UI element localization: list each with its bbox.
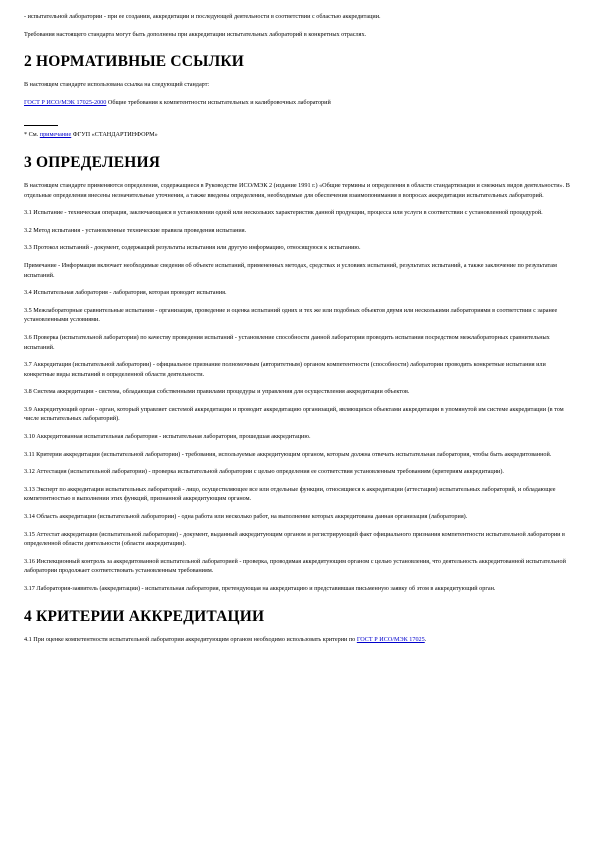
section-3-heading: 3 ОПРЕДЕЛЕНИЯ bbox=[24, 153, 161, 171]
definition-3-2: 3.2 Метод испытания - установленные технические правила проведения испытания. bbox=[24, 226, 247, 234]
definition-3-7: 3.7 Аккредитация (испытательной лаборатории) - официальное признание полномочным (авторитетным) органом компетентности (способности) лаборатории проводить конкретные испытания или конкретные виды испытаний в определенной области деятельности. bbox=[24, 361, 546, 378]
criteria-4-1-suffix: . bbox=[424, 635, 427, 643]
footnote bbox=[24, 130, 571, 140]
definition-3-17: 3.17 Лаборатория-заявитель (аккредитации) - испытательная лаборатория, претендующая на аккредитацию и представившая письменную заявку об этом в аккредитующий орган. bbox=[24, 585, 496, 592]
footnote-note-link[interactable]: примечание bbox=[39, 131, 72, 139]
definition-3-1: 3.1 Испытание - техническая операция, заключающаяся в установлении одной или нескольких характеристик данной продукции, процесса или услуги в соответствии с установленной процедурой. bbox=[24, 209, 543, 217]
footnote-suffix: ФГУП «СТАНДАРТИНФОРМ» bbox=[71, 131, 158, 139]
gost-17025-link[interactable]: ГОСТ Р ИСО/МЭК 17025 bbox=[356, 635, 425, 643]
section-3-intro: В настоящем стандарте применяются определения, содержащиеся в Руководстве ИСО/МЭК 2 (издание 1991 г.) «Общие термины и определения в области стандартизации и смежных видов деятельности». В отдельные определения внесены незначительные уточнения, а также введены определения, необходимые для обеспечения взаимопонимания в вопросах аккредитации испытательных лабораторий. bbox=[24, 181, 570, 199]
section-2-paragraph: В настоящем стандарте использована ссылка на следующий стандарт: bbox=[24, 81, 210, 89]
definition-3-9: 3.9 Аккредитующий орган - орган, который управляет системой аккредитации и проводит аккредитацию организаций, являющихся объектами аккредитации в упомянутой им системе аккредитации (в том числе испытательных лабораторий). bbox=[24, 405, 564, 423]
footnote-divider bbox=[24, 125, 58, 126]
definition-3-10: 3.10 Аккредитованная испытательная лаборатория - испытательная лаборатория, прошедшая аккредитацию. bbox=[24, 433, 311, 441]
definition-3-6: 3.6 Проверка (испытательной лаборатории) по качеству проведения испытаний - установление способности данной лаборатории проводить испытания посредством межлабораторных сравнительных испытаний. bbox=[24, 333, 550, 351]
intro-line-2: Требования настоящего стандарта могут быть дополнены при аккредитации испытательных лабораторий в конкретных отраслях. bbox=[24, 30, 367, 38]
definition-3-4: 3.4 Испытательная лаборатория - лаборатория, которая проводит испытания. bbox=[24, 289, 227, 297]
definition-3-3: 3.3 Протокол испытаний - документ, содержащий результаты испытания или другую информацию, относящуюся к испытанию. bbox=[24, 244, 361, 252]
normative-reference bbox=[24, 98, 571, 108]
section-4-heading: 4 КРИТЕРИИ АККРЕДИТАЦИИ bbox=[24, 607, 265, 625]
footnote-prefix: * См. bbox=[24, 131, 40, 139]
definition-3-14: 3.14 Область аккредитации (испытательной лаборатории) - одна работа или несколько работ, на выполнение которых аккредитована данная организация (лаборатория). bbox=[24, 513, 468, 521]
definition-3-12: 3.12 Аттестация (испытательной лаборатории) - проверка испытательной лаборатории с целью определения ее соответствия установленным требованиям (критериям аккредитации). bbox=[24, 468, 504, 476]
definition-3-8: 3.8 Система аккредитации - система, обладающая собственными правилами процедуры и управления для осуществления аккредитации объектов. bbox=[24, 388, 410, 396]
definition-3-5: 3.5 Межлабораторные сравнительные испытания - организация, проведение и оценка испытаний одних и тех же или подобных объектов двумя или несколькими лабораториями в соответствии с заранее установленными условиями. bbox=[24, 306, 558, 324]
definition-3-11: 3.11 Критерии аккредитации (испытательной лаборатории) - требования, используемые аккредитующим органом, которым должна отвечать испытательная лаборатория, чтобы быть аккредитованной. bbox=[24, 450, 552, 458]
criteria-4-1-text: 4.1 При оценке компетентности испытательной лаборатории аккредитующим органом необходимо использовать критерии по bbox=[24, 635, 357, 643]
definition-3-16: 3.16 Инспекционный контроль за аккредитованной испытательной лабораторией - проверка, проводимая аккредитующим органом с целью установления, что деятельность аккредитованной испытательной лаборатории продолжает соответствовать установленным требованиям. bbox=[24, 557, 566, 575]
intro-line-1: - испытательной лаборатории - при ее создании, аккредитации и последующей деятельности в соответствии с областью аккредитации. bbox=[24, 13, 381, 20]
criteria-4-1 bbox=[24, 635, 571, 645]
definition-3-3-note: Примечание - Информация включает необходимые сведения об объекте испытаний, примененных методах, средствах и условиях испытаний, результатах испытаний, а также заключение по результатам испытаний. bbox=[24, 261, 557, 279]
definition-3-13: 3.13 Эксперт по аккредитации испытательных лабораторий - лицо, осуществляющее все или отдельные функции, относящиеся к аккредитации (аттестации) испытательных лабораторий, и обладающее компетентностью в выполнении этих функций, признанной аккредитующим органом. bbox=[24, 485, 556, 503]
definition-3-15: 3.15 Аттестат аккредитации (испытательной лаборатории) - документ, выданный аккредитующим органом и регистрирующий факт официального признания компетентности испытательной лаборатории в определенной области деятельности (области аккредитации). bbox=[24, 530, 565, 548]
section-2-heading: 2 НОРМАТИВНЫЕ ССЫЛКИ bbox=[24, 53, 245, 71]
gost-17025-2000-link[interactable]: ГОСТ Р ИСО/МЭК 17025-2000 bbox=[24, 98, 107, 106]
normative-reference-title: Общие требования к компетентности испытательных и калибровочных лабораторий bbox=[106, 98, 331, 106]
